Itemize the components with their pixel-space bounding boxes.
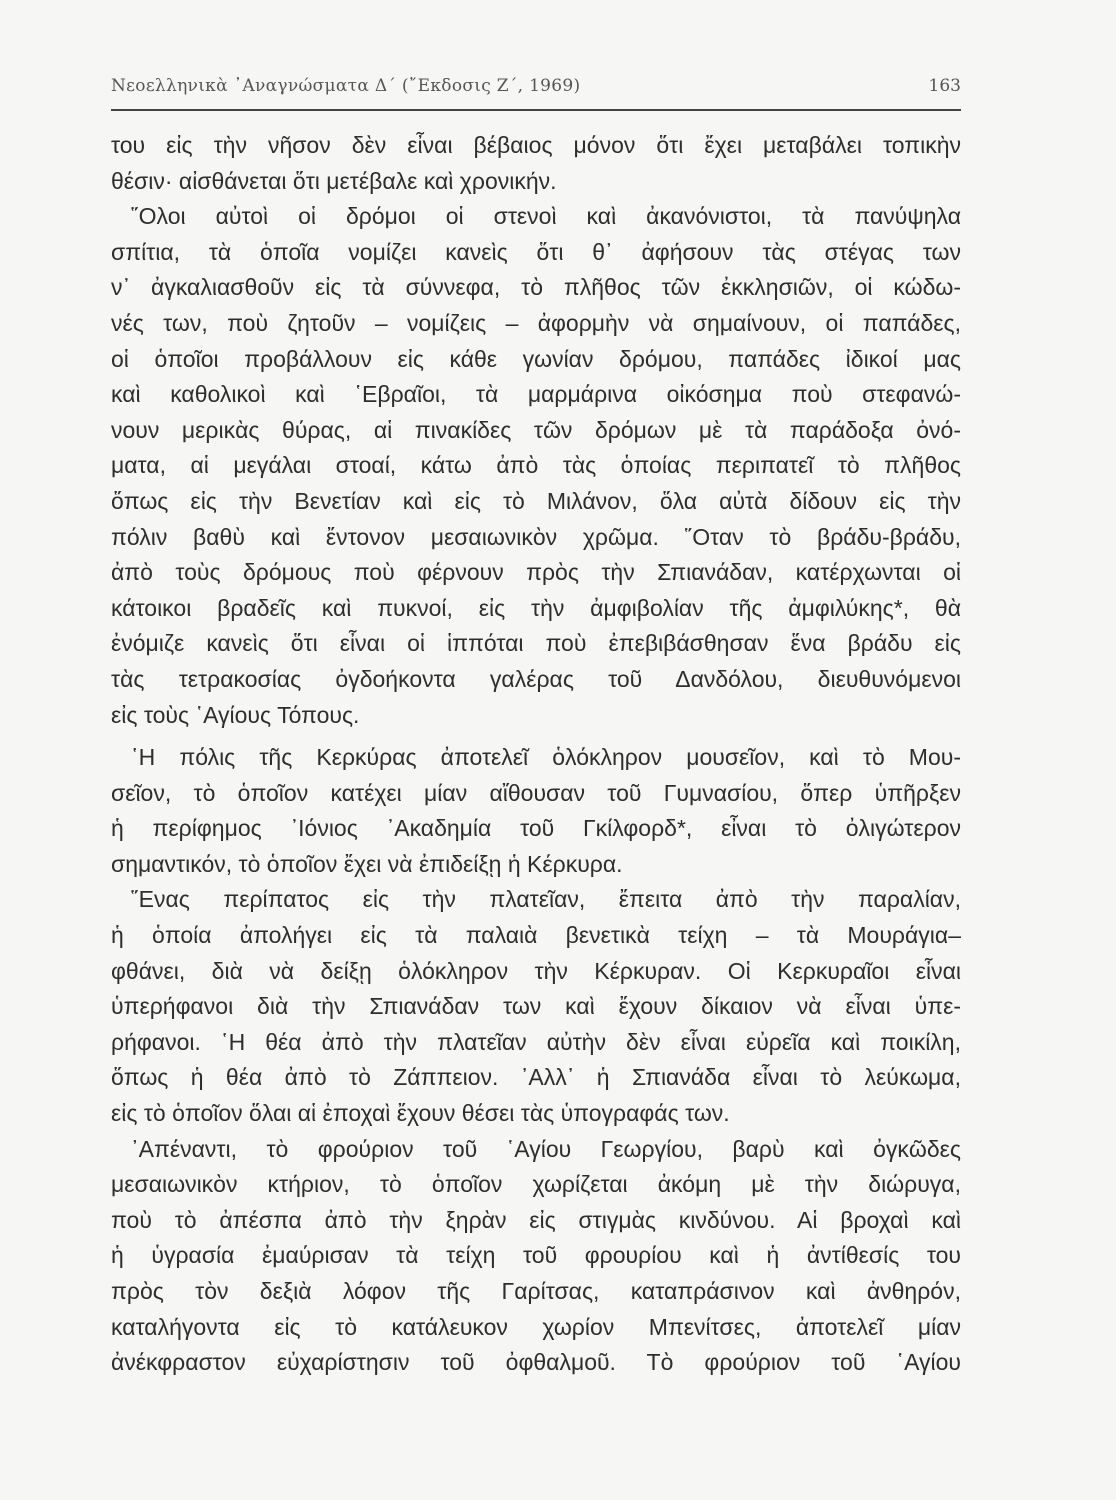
paragraph [111,1132,961,1381]
text-line: ἀπὸ τοὺς δρόμους ποὺ φέρνουν πρὸς τὴν Σπιανάδαν, κατέρχωνται οἱ [111,559,961,586]
text-line: νές των, ποὺ ζητοῦν – νομίζεις – ἀφορμὴν νὰ σημαίνουν, οἱ παπάδες, [111,309,961,336]
text-line: ὅπως εἰς τὴν Βενετίαν καὶ εἰς τὸ Μιλάνον, ὅλα αὐτὰ δίδουν εἰς τὴν [111,487,961,514]
text-line: καὶ καθολικοὶ καὶ ῾Εβραῖοι, τὰ μαρμάρινα οἰκόσημα ποὺ στεφανώ- [111,381,961,408]
text-line: ρήφανοι. ῾Η θέα ἀπὸ τὴν πλατεῖαν αὐτὴν δὲν εἶναι εὐρεῖα καὶ ποικίλη, [111,1028,961,1055]
paragraph [111,199,961,733]
text-line: τὰς τετρακοσίας ὀγδοήκοντα γαλέρας τοῦ Δανδόλου, διευθυνόμενοι [111,665,961,692]
text-line: πρὸς τὸν δεξιὰ λόφον τῆς Γαρίτσας, καταπράσινον καὶ ἀνθηρόν, [111,1278,961,1304]
text-line: οἱ ὁποῖοι προβάλλουν εἰς κάθε γωνίαν δρόμου, παπάδες ἰδικοί μας [111,345,961,372]
paragraph [111,882,961,1131]
text-line: ν᾽ ἀγκαλιασθοῦν εἰς τὰ σύννεφα, τὸ πλῆθος τῶν ἐκκλησιῶν, οἱ κώδω- [111,274,961,301]
text-line: ἡ περίφημος ᾽Ιόνιος ᾽Ακαδημία τοῦ Γκίλφορδ*, εἶναι τὸ ὀλιγώτερον [111,815,961,842]
text-line: μεσαιωνικὸν κτήριον, τὸ ὁποῖον χωρίζεται ἀκόμη μὲ τὴν διώρυγα, [111,1171,961,1198]
text-line: πόλιν βαθὺ καὶ ἔντονον μεσαιωνικὸν χρῶμα. ῞Οταν τὸ βράδυ-βράδυ, [111,523,961,550]
text-line: ᾽Απέναντι, τὸ φρούριον τοῦ ῾Αγίου Γεωργίου, βαρὺ καὶ ὀγκῶδες [131,1135,961,1162]
text-line: ἐνόμιζε κανεὶς ὅτι εἶναι οἱ ἱππόται ποὺ ἐπεβιβάσθησαν ἕνα βράδυ εἰς [111,630,961,657]
text-line: ὑπερήφανοι διὰ τὴν Σπιανάδαν των καὶ ἔχουν δίκαιον νὰ εἶναι ὑπε- [111,993,961,1020]
running-header-title: Νεοελληνικὰ ᾽Αναγνώσματα Δ΄ (῎Εκδοσις Ζ΄, 1969) [111,76,581,96]
header-rule [111,109,961,111]
text-line: εἰς τοὺς ῾Αγίους Τόπους. [111,701,360,728]
text-line: θέσιν· αἰσθάνεται ὅτι μετέβαλε καὶ χρονικήν. [111,167,557,194]
text-line: καταλήγοντα εἰς τὸ κατάλευκον χωρίον Μπενίτσες, ἀποτελεῖ μίαν [111,1313,961,1340]
running-header [111,72,961,102]
text-line: ἡ ὁποία ἀπολήγει εἰς τὰ παλαιὰ βενετικὰ τείχη – τὰ Μουράγια– [111,922,961,949]
text-line: εἰς τὸ ὁποῖον ὅλαι αἱ ἐποχαὶ ἔχουν θέσει τὰς ὑπογραφάς των. [111,1100,730,1127]
text-line: ποὺ τὸ ἀπέσπα ἀπὸ τὴν ξηρὰν εἰς στιγμὰς κινδύνου. Αἱ βροχαὶ καὶ [111,1206,961,1233]
text-line: φθάνει, διὰ νὰ δείξῃ ὁλόκληρον τὴν Κέρκυραν. Οἱ Κερκυραῖοι εἶναι [111,957,961,984]
text-line: ὅπως ἡ θέα ἀπὸ τὸ Ζάππειον. ᾽Αλλ᾽ ἡ Σπιανάδα εἶναι τὸ λεύκωμα, [111,1064,961,1091]
text-line: ἡ ὑγρασία ἐμαύρισαν τὰ τείχη τοῦ φρουρίου καὶ ἡ ἀντίθεσίς του [111,1242,961,1269]
page-number: 163 [928,76,961,96]
text-line: σεῖον, τὸ ὁποῖον κατέχει μίαν αἴθουσαν τοῦ Γυμνασίου, ὅπερ ὑπῆρξεν [111,779,961,806]
text-line: του εἰς τὴν νῆσον δὲν εἶναι βέβαιος μόνον ὅτι ἔχει μεταβάλει τοπικὴν [111,132,961,158]
text-line: σπίτια, τὰ ὁποῖα νομίζει κανεὶς ὅτι θ᾽ ἀφήσουν τὰς στέγας των [111,238,961,265]
body-text [111,128,961,1381]
paragraph [111,128,961,199]
text-line: ῞Ολοι αὐτοὶ οἱ δρόμοι οἱ στενοὶ καὶ ἀκανόνιστοι, τὰ πανύψηλα [131,203,961,230]
text-line: ἀνέκφραστον εὐχαρίστησιν τοῦ ὀφθαλμοῦ. Τὸ φρούριον τοῦ ῾Αγίου [111,1349,961,1376]
text-line: νουν μερικὰς θύρας, αἱ πινακίδες τῶν δρόμων μὲ τὰ παράδοξα ὀνό- [111,416,961,443]
text-line: σημαντικόν, τὸ ὁποῖον ἔχει νὰ ἐπιδείξῃ ἡ Κέρκυρα. [111,850,623,877]
text-line: κάτοικοι βραδεῖς καὶ πυκνοί, εἰς τὴν ἀμφιβολίαν τῆς ἀμφιλύκης*, θὰ [111,594,961,621]
text-line: ῾Η πόλις τῆς Κερκύρας ἀποτελεῖ ὁλόκληρον μουσεῖον, καὶ τὸ Μου- [131,744,961,771]
text-line: ματα, αἱ μεγάλαι στοαί, κάτω ἀπὸ τὰς ὁποίας περιπατεῖ τὸ πλῆθος [111,452,961,479]
text-line: ῞Ενας περίπατος εἰς τὴν πλατεῖαν, ἔπειτα ἀπὸ τὴν παραλίαν, [131,886,961,913]
paragraph [111,740,961,882]
